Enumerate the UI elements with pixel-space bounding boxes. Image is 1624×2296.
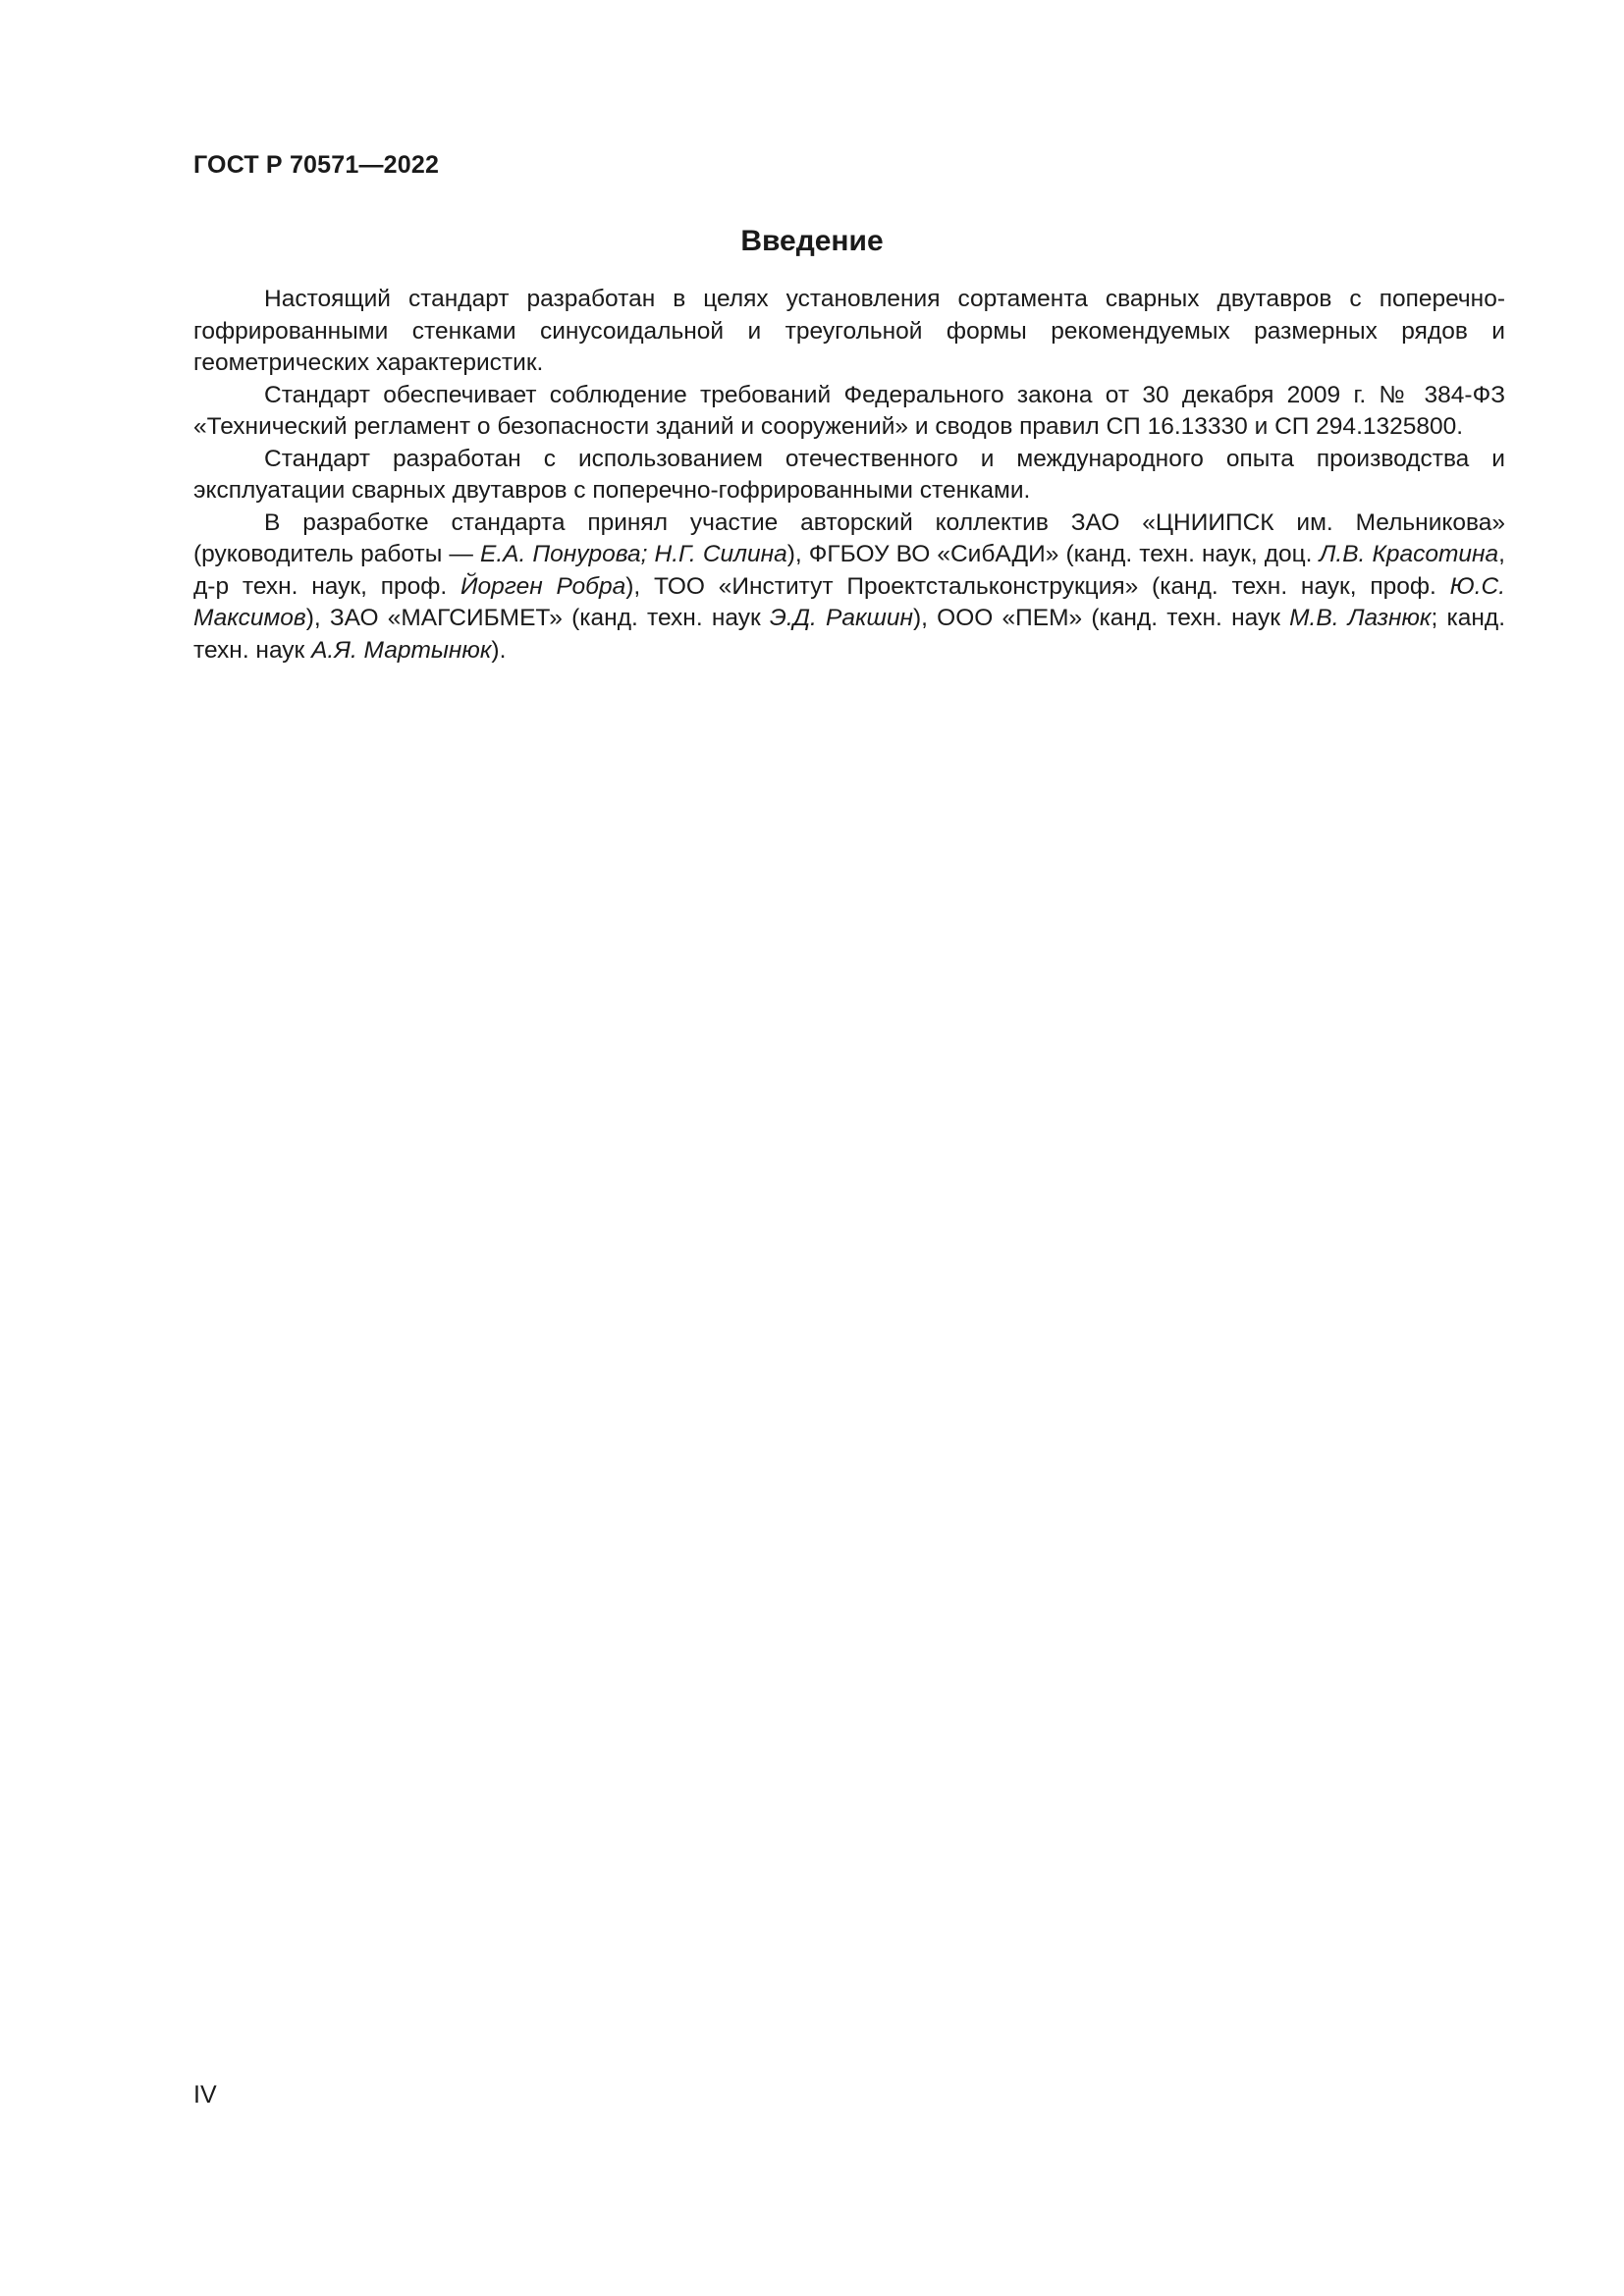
author-name: Йорген Робра [460,572,626,600]
authors-text: ), ФГБОУ ВО «СибАДИ» (канд. техн. наук, доц. [786,541,1320,567]
paragraph-authors [193,507,1505,667]
paragraph-purpose: Настоящий стандарт разработан в целях установления сортамента сварных двутавров с поперечно-гофрированными стенками синусоидальной и треугольной формы рекомендуемых размерных рядов и геометрических характеристик. [193,286,1505,376]
section-title: Введение [740,225,884,257]
author-name: Э.Д. Ракшин [769,605,913,631]
author-name: М.В. Лазнюк [1289,605,1432,631]
paragraph-experience: Стандарт разработан с использованием отечественного и международного опыта производства и эксплуатации сварных двутавров с поперечно-гофрированными стенками. [193,445,1505,504]
authors-text: ). [491,636,507,664]
authors-text: ), ООО «ПЕМ» (канд. техн. наук [912,605,1290,631]
authors-text: ; канд. техн. наук [193,605,1506,664]
authors-text: ), ТОО «Институт Проектстальконструкция» (канд. техн. наук, проф. [625,572,1450,600]
author-name: Е.А. Понурова; Н.Г. Силина [480,541,787,567]
introduction-body [193,284,1505,667]
authors-text: ), ЗАО «МАГСИБМЕТ» (канд. техн. наук [305,605,770,631]
authors-text: В разработке стандарта принял участие авторский коллектив ЗАО «ЦНИИПСК им. Мельникова» (руководитель работы — [193,508,1505,567]
paragraph-compliance: Стандарт обеспечивает соблюдение требований Федерального закона от 30 декабря 2009 г. № 384-ФЗ «Технический регламент о безопасности зданий и сооружений» и сводов правил СП 16.13330 и СП 294.1325800. [193,381,1505,440]
authors-text: , д-р техн. наук, проф. [193,541,1505,600]
author-name: Л.В. Красотина [1319,541,1499,567]
document-code: ГОСТ Р 70571—2022 [193,151,440,179]
page-number: IV [193,2081,217,2109]
author-name: А.Я. Мартынюк [311,636,492,664]
author-name: Ю.С. Максимов [193,572,1505,631]
